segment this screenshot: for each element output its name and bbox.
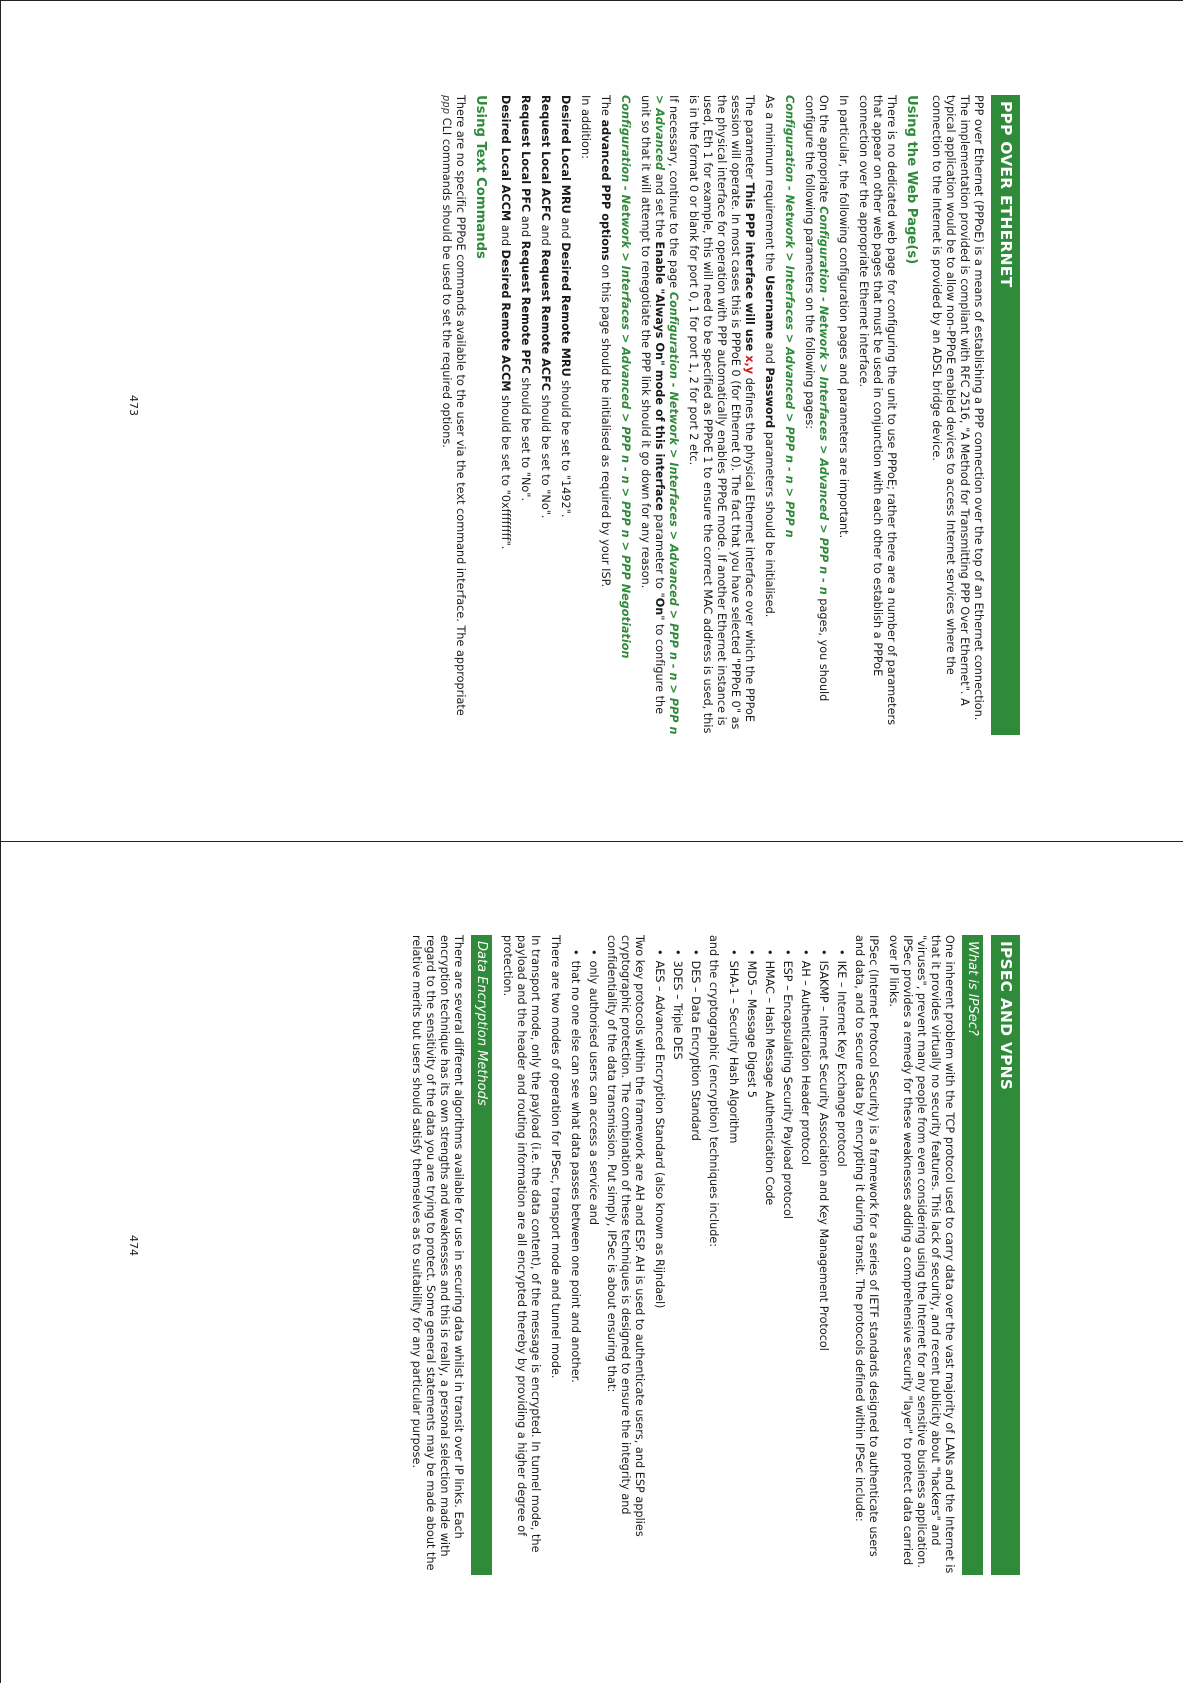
ipsec-paragraph-2: IPSec (Internet Protocol Security) is a framework for a series of IETF standards designed to authenticate users and data, and to secure data by encrypting it during transit. The protocols defined within IPSec include: <box>853 935 880 1557</box>
text-fragment: and <box>499 221 512 250</box>
value-on: On <box>653 597 666 616</box>
text-fragment: The parameter <box>743 95 756 183</box>
text-fragment: parameters should be initialised. <box>763 428 776 618</box>
pfc-setting <box>518 95 532 735</box>
web-paragraph-3 <box>802 95 830 735</box>
text-fragment: On the appropriate <box>817 95 830 207</box>
list-item: • that no one else can see what data passes between one point and another. <box>568 949 582 1575</box>
modes-paragraph-1: There are two modes of operation for IPSec, transport mode and tunnel mode. <box>549 935 562 1379</box>
text-fragment: CLI commands should be used to set the required options. <box>440 114 453 448</box>
section-title-ipsec: IPSEC AND VPNS <box>991 935 1020 1575</box>
minimum-requirement <box>762 95 776 735</box>
param: Request Local PFC <box>519 95 532 213</box>
page-border-top <box>0 0 1183 1</box>
web-paragraph-2: In particular, the following configuration pages and parameters are important. <box>837 95 850 539</box>
text-fragment: and <box>539 221 552 250</box>
text-fragment: As a minimum requirement the <box>763 95 776 276</box>
page-473 <box>127 95 1020 735</box>
text-fragment: should be set to "1492". <box>559 376 572 518</box>
page-474 <box>127 935 1020 1575</box>
list-item: • 3DES – Triple DES <box>670 949 684 1575</box>
param-advanced: advanced PPP options <box>599 119 612 261</box>
param: Request Local ACFC <box>539 95 552 222</box>
always-on-paragraph <box>638 95 680 735</box>
ensuring-list <box>568 935 600 1575</box>
crypto-intro: and the cryptographic (encryption) techniques include: <box>707 935 720 1248</box>
param: Desired Remote ACCM <box>499 249 512 392</box>
nav-path: Configuration - Network > Interfaces > Advanced > PPP n - n > PPP n > Advanced <box>653 95 680 735</box>
heading-text-commands: Using Text Commands <box>473 95 488 259</box>
text-fragment: and set the <box>653 170 666 242</box>
list-item: • IKE – Internet Key Exchange protocol <box>834 949 848 1575</box>
text-fragment: should be set to "No". <box>519 373 532 502</box>
param-always-on: Enable "Always On" mode of this interface <box>653 241 666 511</box>
param-interface: This PPP interface will use <box>743 182 756 356</box>
data-encryption-paragraph: There are several different algorithms available for use in securing data whilst in transit over IP links. Each encryption technique has its own strengths and weaknesses and this is really, a personal selection made with regard to the sensitivity of the data you are trying to protect. Some general statements may be made about the relative merits but users should satisfy themselves as to suitability for any particular purpose. <box>410 935 465 1571</box>
mru-setting <box>558 95 572 735</box>
list-item: • ISAKMP – Internet Security Association and Key Management Protocol <box>816 949 830 1575</box>
param-password: Password <box>763 367 776 429</box>
text-fragment: should be set to "No". <box>539 391 552 519</box>
nav-path: Configuration - Network > Interfaces > Advanced > PPP n - n <box>817 206 830 595</box>
heading-web-pages: Using the Web Page(s) <box>904 95 919 265</box>
page-divider <box>0 841 1183 842</box>
text-fragment: The <box>599 95 612 120</box>
two-key-paragraph: Two key protocols within the framework are AH and ESP. AH is used to authenticate users, and ESP applies cryptographic protection. The combination of these techniques is designed to ensure the integrity and confidentiality of the data transmission. Put simply, IPSec is about ensuring that: <box>605 935 646 1537</box>
param-xy: x,y <box>743 355 756 375</box>
list-item: • SHA-1 – Security Hash Algorithm <box>726 949 740 1575</box>
nav-path-ppp: Configuration - Network > Interfaces > Advanced > PPP n - n > PPP n <box>783 95 796 538</box>
list-item: • MD5 – Message Digest 5 <box>744 949 758 1575</box>
text-fragment: If necessary, continue to the page <box>667 95 680 292</box>
accm-setting <box>498 95 512 735</box>
param-username: Username <box>763 275 776 340</box>
interface-parameter <box>686 95 756 735</box>
page-number: 473 <box>127 395 140 416</box>
text-fragment: and <box>559 213 572 243</box>
text-fragment: and <box>763 339 776 368</box>
text-fragment: defines the physical Ethernet interface over which the PPPoE session will operate. In most cases this is PPPoE 0 (for Ethernet 0). The fact that you have selected "PPPoE 0" as the physical interface for operation with PPP automatically enables PPPoE mode. If another Ethernet instance is used, Eth 1 for example, this will need to be specified as PPPoE 1 to ensure the correct MAC address is used, this is in the format 0 or blank for port 0, 1 for port 1, 2 for port 2 etc. <box>687 95 756 734</box>
list-item: • AES – Advanced Encryption Standard (also known as Rijndael) <box>652 949 666 1575</box>
list-item: • ESP – Encapsulating Security Payload protocol <box>780 949 794 1575</box>
text-commands-paragraph <box>439 95 467 735</box>
param: Request Remote PFC <box>519 240 532 374</box>
crypto-list <box>652 935 702 1575</box>
list-item: • AH – Authentication Header protocol <box>798 949 812 1575</box>
section-title-pppoe: PPP OVER ETHERNET <box>991 95 1020 735</box>
list-item: • DES – Data Encryption Standard <box>688 949 702 1575</box>
text-fragment: parameter to " <box>653 510 666 598</box>
protocol-list <box>726 935 848 1575</box>
param: Desired Local ACCM <box>499 95 512 222</box>
heading-what-is-ipsec: What is IPSec? <box>962 935 983 1575</box>
pppoe-intro: PPP over Ethernet (PPPoE) is a means of establishing a PPP connection over the top of an Ethernet connection. The implementation provided is compliant with RFC 2516, "A Method for Transmitting PPP Over Ethernet". A typical application would be to allow non-PPPoE enabled devices to access Internet services where the connection to the Internet is provided by an ADSL bridge device. <box>930 95 985 721</box>
text-fragment: " to configure the unit so that it will attempt to renegotiate the PPP link should it go down for any reason. <box>639 95 666 715</box>
text-fragment: on this page should be initialised as required by your ISP. <box>599 260 612 588</box>
ipsec-paragraph-1: One inherent problem with the TCP protocol used to carry data over the vast majority of LANs and the Internet is that it provides virtually no security features. This lack of security, and recent publicity about "hackers" and "viruses", prevent many people from even considering using the Internet for any sensitive business application. IPSec provides a remedy for these weaknesses adding a comprehensive security "layer" to protect data carried over IP links. <box>887 935 956 1574</box>
code-ppp: ppp <box>440 95 452 115</box>
text-fragment: There are no specific PPPoE commands available to the user via the text command interface. The appropriate <box>454 95 467 716</box>
acfc-setting <box>538 95 552 735</box>
web-paragraph-1: There is no dedicated web page for configuring the unit to use PPPoE; rather there are a number of parameters that appear on other web pages that must be used in conjunction with each other to establish a PPPoE connection over the appropriate Ethernet interface. <box>857 95 898 726</box>
list-item: • HMAC – Hash Message Authentication Code <box>762 949 776 1575</box>
in-addition: In addition: <box>579 95 592 159</box>
text-fragment: should be set to "0xffffffff". <box>499 391 512 550</box>
param: Desired Remote MRU <box>559 242 572 377</box>
heading-data-encryption: Data Encryption Methods <box>471 935 492 1575</box>
page-number: 474 <box>127 1235 140 1256</box>
param: Request Remote ACFC <box>539 249 552 392</box>
text-fragment: and <box>519 212 532 241</box>
advanced-options <box>598 95 612 735</box>
nav-path-negotiation: Configuration - Network > Interfaces > Advanced > PPP n - n > PPP n > PPP Negotiation <box>619 95 632 659</box>
text-fragment: pages, you should configure the following parameters on the following pages: <box>803 95 830 702</box>
list-item: • only authorised users can access a service and <box>586 949 600 1575</box>
modes-paragraph-2: In transport mode, only the payload (i.e. the data content), of the message is encrypted. In tunnel mode, the payload and the header and routing information are all encrypted thereby by providing a higher degree of protection. <box>501 935 542 1553</box>
param: Desired Local MRU <box>559 95 572 214</box>
